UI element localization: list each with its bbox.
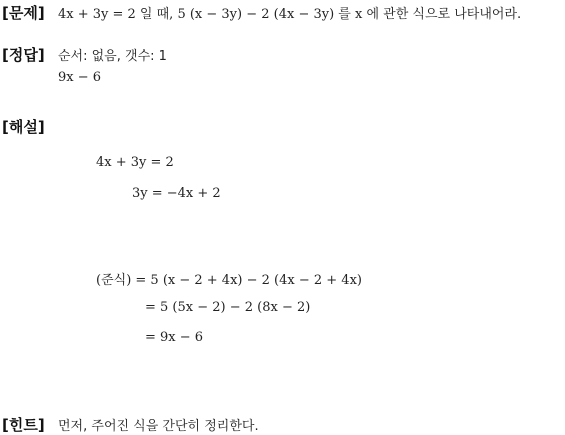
solution-step-5: = 9x − 6 [145, 330, 204, 345]
solution-step-2: 3y = −4x + 2 [132, 186, 221, 201]
solution-label: [해설] [2, 118, 45, 136]
answer-meta: 순서: 없음, 갯수: 1 [58, 49, 167, 64]
answer-label: [정답] [2, 46, 45, 64]
solution-step-3: (준식) = 5 (x − 2 + 4x) − 2 (4x − 2 + 4x) [96, 273, 362, 288]
answer-value: 9x − 6 [58, 70, 102, 85]
solution-step-1: 4x + 3y = 2 [96, 155, 174, 170]
solution-step-4: = 5 (5x − 2) − 2 (8x − 2) [145, 300, 311, 315]
hint-label: [힌트] [2, 416, 45, 434]
hint-text: 먼저, 주어진 식을 간단히 정리한다. [58, 419, 259, 434]
problem-label: [문제] [2, 4, 45, 22]
problem-text: 4x + 3y = 2 일 때, 5 (x − 3y) − 2 (4x − 3y) 를 x 에 관한 식으로 나타내어라. [58, 7, 522, 22]
